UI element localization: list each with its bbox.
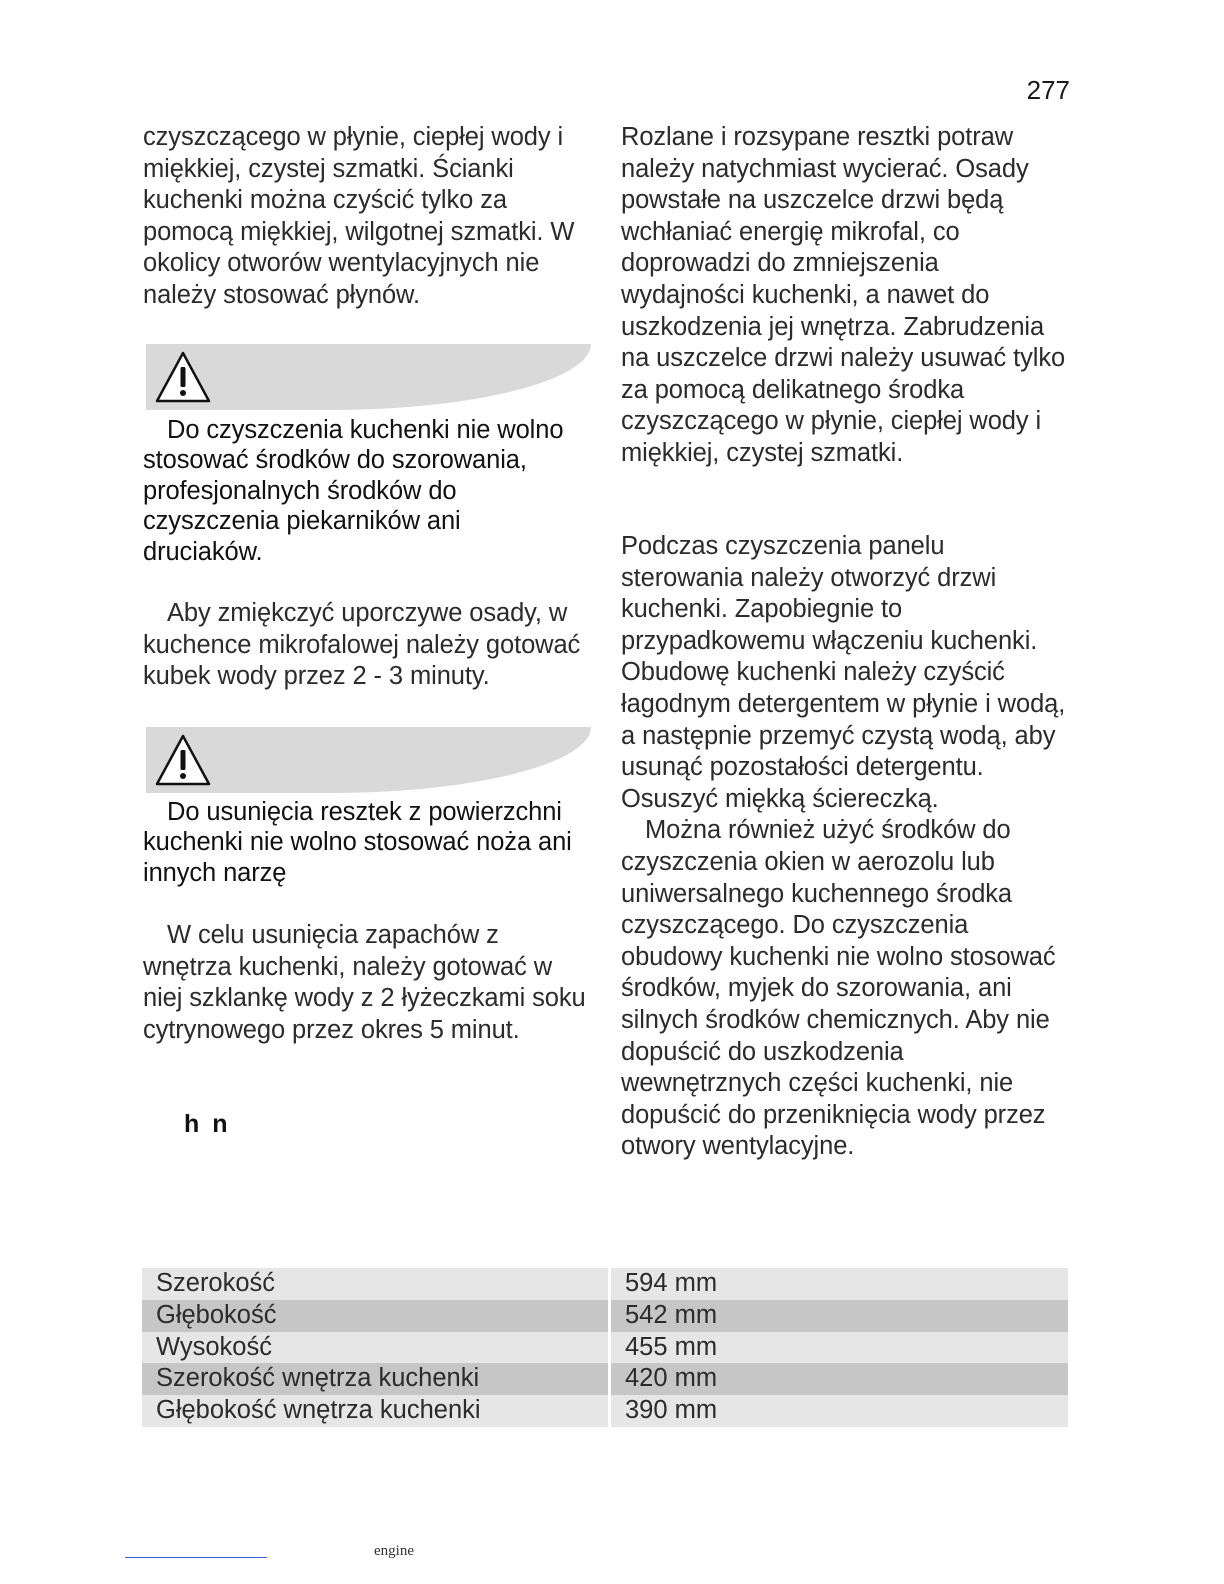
left-intro-paragraph <box>143 122 593 312</box>
text-line: pomocą miękkiej, wilgotnej szmatki. W <box>143 217 575 246</box>
spec-value: 455 mm <box>611 1332 1068 1364</box>
text-line: na uszczelce drzwi należy usuwać tylko <box>621 344 1066 373</box>
text-line: W celu usunięcia zapachów z <box>167 921 499 949</box>
text-line: obudowy kuchenki nie wolno stosować <box>621 942 1056 971</box>
text-line: przypadkowemu włączeniu kuchenki. <box>621 626 1038 655</box>
spec-value: 390 mm <box>611 1395 1068 1427</box>
text-line: miękkiej, czystej szmatki. <box>621 438 904 467</box>
warning-triangle-icon <box>154 733 212 787</box>
text-line: czyszczącego w płynie, ciepłej wody i <box>621 407 1042 436</box>
warning-banner <box>146 727 591 793</box>
page-number: 277 <box>1026 75 1070 105</box>
text-line: kuchenki. Zapobiegnie to <box>621 595 903 624</box>
text-line: kubek wody przez 2 - 3 minuty. <box>143 662 490 691</box>
text-line: wewnętrznych części kuchenki, nie <box>621 1069 1014 1098</box>
text-line: Obudowę kuchenki należy czyścić <box>621 658 1005 687</box>
specifications-table <box>142 1268 1068 1427</box>
footer-text: engine <box>374 1543 414 1559</box>
text-line: kuchenki można czyścić tylko za <box>143 186 507 215</box>
heading-fragment: h n <box>184 1110 228 1138</box>
text-line: powstałe na uszczelce drzwi będą <box>621 186 1004 215</box>
spec-label: Głębokość wnętrza kuchenki <box>142 1395 608 1427</box>
text-line: wydajności kuchenki, a nawet do <box>621 280 990 309</box>
text-line: sterowania należy otworzyć drzwi <box>621 563 997 592</box>
text-line: profesjonalnych środków do <box>143 476 457 505</box>
text-line: Do usunięcia resztek z powierzchni <box>167 798 562 826</box>
spec-label: Szerokość <box>142 1268 608 1300</box>
text-line: niej szklankę wody z 2 łyżeczkami soku <box>143 984 586 1013</box>
table-row <box>142 1300 1068 1332</box>
text-line: Można również użyć środków do <box>645 816 1011 845</box>
text-line: czyszczącego w płynie, ciepłej wody i <box>143 123 564 151</box>
right-paragraph-2 <box>621 531 1091 1163</box>
table-row <box>142 1332 1068 1364</box>
text-line: usunąć pozostałości detergentu. <box>621 753 984 782</box>
text-line: za pomocą delikatnego środka <box>621 375 965 404</box>
text-line: miękkiej, czystej szmatki. Ścianki <box>143 154 514 183</box>
right-paragraph-1 <box>621 122 1091 470</box>
spec-value: 420 mm <box>611 1363 1068 1395</box>
warning-triangle-icon <box>154 350 212 404</box>
text-line: uniwersalnego kuchennego środka <box>621 879 1013 908</box>
text-line: okolicy otworów wentylacyjnych nie <box>143 249 540 278</box>
footer-link-underline[interactable] <box>125 1557 267 1558</box>
text-line: kuchenki nie wolno stosować noża ani <box>143 828 572 857</box>
spec-label: Wysokość <box>142 1332 608 1364</box>
spec-value: 594 mm <box>611 1268 1068 1300</box>
table-row <box>142 1363 1068 1395</box>
text-line: cytrynowego przez okres 5 minut. <box>143 1015 520 1044</box>
text-line: wnętrza kuchenki, należy gotować w <box>143 952 553 981</box>
spec-value: 542 mm <box>611 1300 1068 1332</box>
text-line: doprowadzi do zmniejszenia <box>621 249 939 278</box>
table-row <box>142 1395 1068 1427</box>
text-line: Do czyszczenia kuchenki nie wolno <box>167 416 564 444</box>
spec-label: Głębokość <box>142 1300 608 1332</box>
warning-text-2 <box>143 797 603 888</box>
text-line: Podczas czyszczenia panelu <box>621 532 945 560</box>
text-line: łagodnym detergentem w płynie i wodą, <box>621 689 1066 718</box>
text-line: należy stosować płynów. <box>143 280 420 309</box>
text-line: uszkodzenia jej wnętrza. Zabrudzenia <box>621 312 1045 341</box>
text-line: Rozlane i rozsypane resztki potraw <box>621 123 1014 151</box>
table-row <box>142 1268 1068 1300</box>
text-line: Aby zmiękczyć uporczywe osady, w <box>167 599 568 627</box>
text-line: Osuszyć miękką ściereczką. <box>621 784 939 813</box>
text-line: dopuścić do przeniknięcia wody przez <box>621 1100 1046 1129</box>
text-line: stosować środków do szorowania, <box>143 446 527 475</box>
spec-label: Szerokość wnętrza kuchenki <box>142 1363 608 1395</box>
text-line: wchłaniać energię mikrofal, co <box>621 217 960 246</box>
warning-text-1 <box>143 415 593 567</box>
left-paragraph-3 <box>143 920 603 1046</box>
text-line: druciaków. <box>143 537 263 566</box>
text-line: czyszczenia okien w aerozolu lub <box>621 847 995 876</box>
text-line: silnych środków chemicznych. Aby nie <box>621 1005 1050 1034</box>
text-line: środków, myjek do szorowania, ani <box>621 974 1012 1003</box>
text-line: a następnie przemyć czystą wodą, aby <box>621 721 1056 750</box>
warning-banner <box>146 344 591 410</box>
text-line: innych narzę <box>143 858 287 887</box>
text-line: dopuścić do uszkodzenia <box>621 1037 904 1066</box>
left-paragraph-2 <box>143 598 603 693</box>
text-line: należy natychmiast wycierać. Osady <box>621 154 1029 183</box>
text-line: czyszczącego. Do czyszczenia <box>621 911 969 940</box>
text-line: otwory wentylacyjne. <box>621 1132 855 1161</box>
text-line: czyszczenia piekarników ani <box>143 507 461 536</box>
text-line: kuchence mikrofalowej należy gotować <box>143 630 581 659</box>
